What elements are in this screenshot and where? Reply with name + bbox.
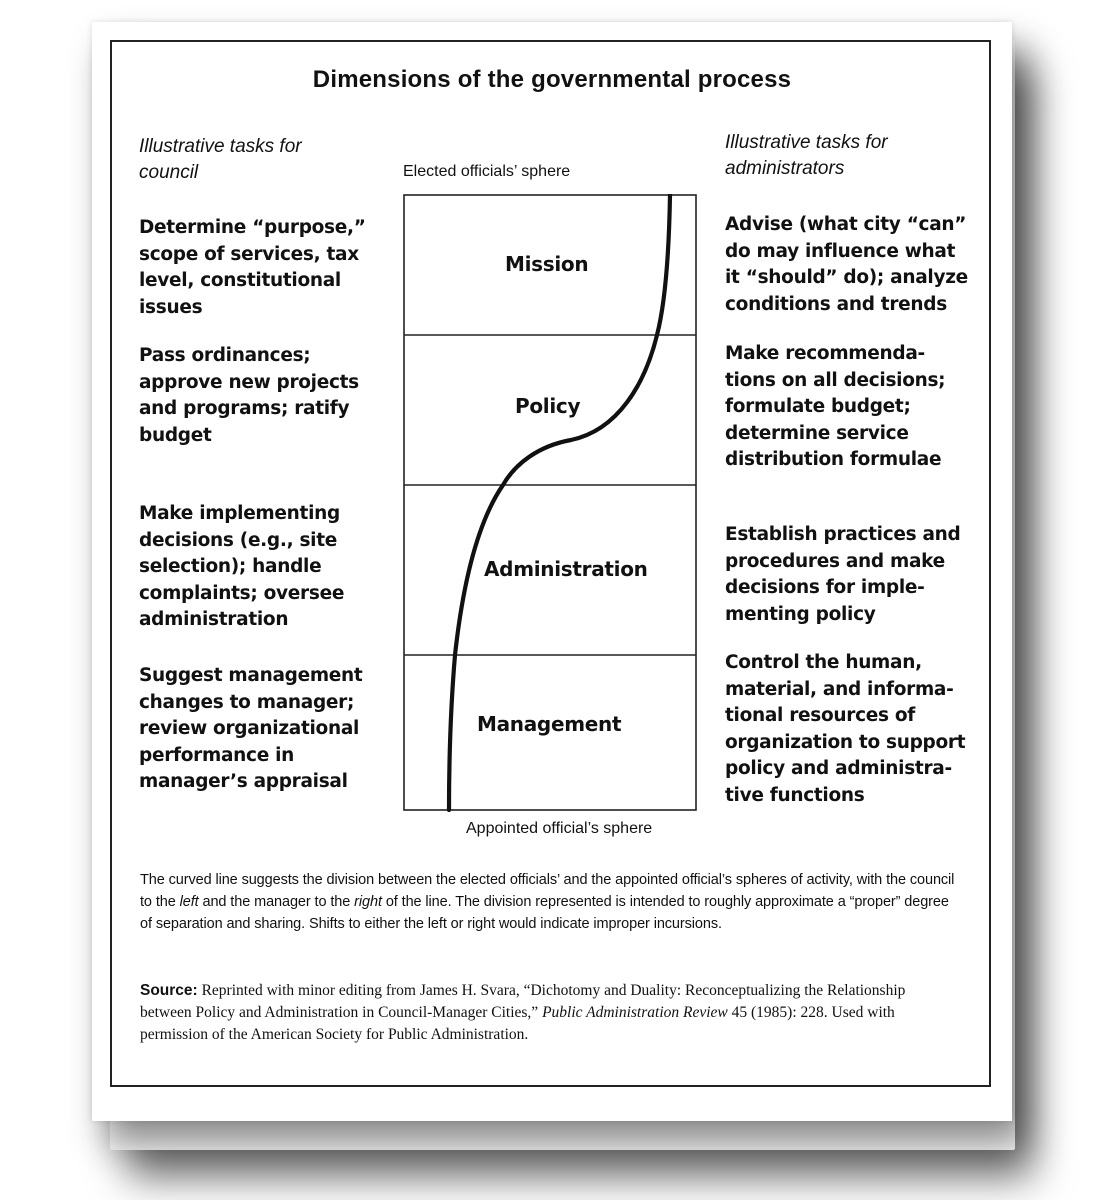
source-text: Reprinted with minor editing from James H. Svara, “Dichotomy and Duality: Reconceptualizing the Relationship between Policy and Administration in Council-Manager Cities,”: [140, 982, 906, 1021]
source-label: Source:: [140, 982, 198, 999]
task-line: determine service: [725, 422, 909, 444]
task-line: budget: [139, 424, 212, 446]
administrators-heading-line: Illustrative tasks for: [725, 132, 888, 153]
task-line: tive functions: [725, 784, 865, 806]
caption-emphasis-right: right: [354, 894, 382, 910]
source-citation: [140, 980, 960, 1046]
task-line: administration: [139, 609, 289, 631]
task-line: decisions (e.g., site: [139, 529, 337, 551]
admin-task-administration: [725, 522, 975, 628]
council-task-mission: [139, 215, 389, 321]
admin-task-management: [725, 650, 975, 810]
admin-task-policy: [725, 341, 975, 474]
task-line: manager’s appraisal: [139, 771, 348, 793]
task-line: menting policy: [725, 603, 876, 625]
task-line: issues: [139, 296, 203, 318]
task-line: organization to support: [725, 731, 966, 753]
zone-label-mission: Mission: [505, 252, 589, 276]
task-line: Suggest management: [139, 665, 363, 686]
task-line: Determine “purpose,”: [139, 217, 366, 238]
council-task-policy: [139, 343, 389, 449]
task-line: selection); handle: [139, 556, 322, 578]
task-line: changes to manager;: [139, 691, 355, 713]
council-heading-line: Illustrative tasks for: [139, 136, 302, 157]
zone-label-management: Management: [477, 712, 622, 736]
council-task-administration: [139, 501, 389, 634]
council-heading-line: council: [139, 162, 199, 183]
task-line: distribution formulae: [725, 449, 942, 471]
zone-label-policy: Policy: [515, 394, 581, 418]
document-page: [92, 22, 1012, 1121]
elected-sphere-label: Elected officials’ sphere: [403, 163, 571, 180]
appointed-sphere-label: Appointed official’s sphere: [466, 820, 653, 837]
task-line: material, and informa-: [725, 678, 954, 700]
figure-caption: [140, 869, 960, 935]
administrators-column-heading: [725, 130, 965, 182]
task-line: and programs; ratify: [139, 398, 350, 420]
figure-title: Dimensions of the governmental process: [312, 66, 792, 93]
task-line: Control the human,: [725, 652, 922, 673]
administrators-heading-line: administrators: [725, 158, 845, 179]
task-line: Establish practices and: [725, 524, 961, 545]
task-line: Advise (what city “can”: [725, 214, 967, 235]
task-line: tional resources of: [725, 705, 916, 727]
task-line: scope of services, tax: [139, 243, 359, 265]
task-line: do may influence what: [725, 240, 956, 262]
sphere-diagram: [403, 194, 697, 812]
task-line: complaints; oversee: [139, 582, 345, 604]
council-column-heading: [139, 134, 379, 186]
admin-task-mission: [725, 212, 975, 318]
task-line: tions on all decisions;: [725, 369, 946, 391]
council-task-management: [139, 663, 389, 796]
caption-text: The curved line suggests the division between the elected officials’ and the appointed official’s spheres of activity, with the council to the: [140, 872, 955, 910]
task-line: Make recommenda-: [725, 343, 925, 364]
caption-text: of the line. The division represented is intended to roughly approximate a “proper” degree of separation and sharing. Shifts to either the left or right would indicate improper incursions.: [140, 894, 949, 932]
caption-emphasis-left: left: [179, 894, 199, 910]
task-line: it “should” do); analyze: [725, 267, 968, 289]
task-line: approve new projects: [139, 371, 359, 393]
task-line: review organizational: [139, 718, 360, 740]
task-line: procedures and make: [725, 550, 945, 572]
journal-title: Public Administration Review: [542, 1004, 728, 1021]
task-line: level, constitutional: [139, 270, 341, 292]
task-line: conditions and trends: [725, 293, 947, 315]
task-line: Pass ordinances;: [139, 345, 311, 366]
task-line: policy and administra-: [725, 758, 952, 780]
zone-label-administration: Administration: [484, 557, 648, 581]
task-line: performance in: [139, 744, 294, 766]
caption-text: and the manager to the: [198, 894, 355, 910]
task-line: Make implementing: [139, 503, 340, 524]
task-line: formulate budget;: [725, 396, 911, 418]
task-line: decisions for imple-: [725, 577, 925, 599]
source-text: 45 (1985): 228. Used with permission of the American Society for Public Administration.: [140, 1004, 895, 1043]
